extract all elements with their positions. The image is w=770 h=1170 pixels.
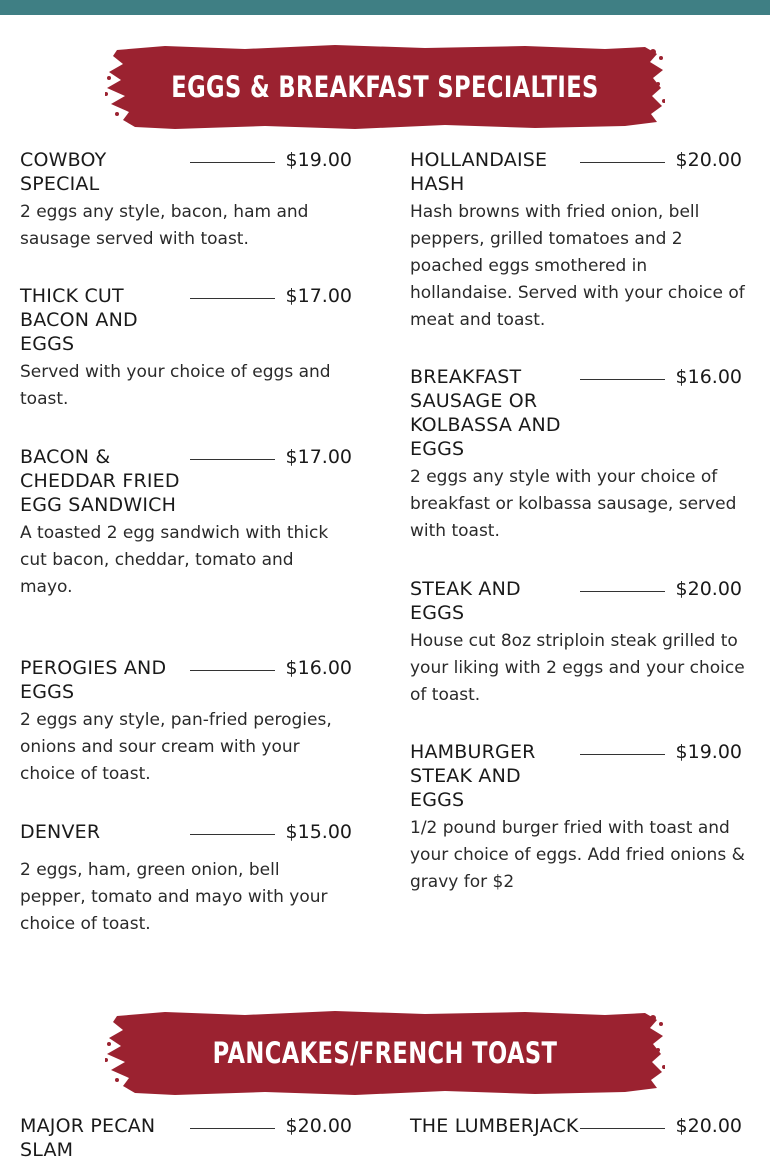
section-banner-pancakes <box>105 1010 665 1096</box>
item-price: $15.00 <box>285 821 352 843</box>
item-description: House cut 8oz striploin steak grilled to your liking with 2 eggs and your choice of toast. <box>410 631 745 705</box>
item-name: BACON & CHEDDAR FRIED EGG SANDWICH <box>20 446 180 516</box>
leader-line <box>190 459 275 460</box>
item-description: 2 eggs any style, pan-fried perogies, onions and sour cream with your choice of toast. <box>20 710 332 784</box>
item-description: 2 eggs, ham, green onion, bell pepper, tomato and mayo with your choice of toast. <box>20 860 328 934</box>
item-name: STEAK AND EGGS <box>410 578 521 624</box>
menu-item <box>410 148 745 334</box>
menu-item <box>20 656 350 788</box>
menu-item <box>410 577 745 709</box>
item-price: $20.00 <box>285 1115 352 1137</box>
item-name: PEROGIES AND EGGS <box>20 657 167 703</box>
section-banner-eggs <box>105 44 665 130</box>
item-price: $17.00 <box>285 285 352 307</box>
menu-item <box>410 1114 740 1138</box>
item-name: COWBOY SPECIAL <box>20 149 107 195</box>
leader-line <box>190 670 275 671</box>
menu-item <box>20 284 350 413</box>
leader-line <box>190 298 275 299</box>
leader-line <box>580 591 665 592</box>
item-price: $20.00 <box>675 149 742 171</box>
menu-item <box>20 148 350 253</box>
item-description: 2 eggs any style with your choice of breakfast or kolbassa sausage, served with toast. <box>410 467 737 541</box>
item-price: $19.00 <box>675 741 742 763</box>
leader-line <box>580 754 665 755</box>
section-title: PANCAKES/FRENCH TOAST <box>212 1036 558 1070</box>
menu-item <box>20 1114 350 1162</box>
item-price: $16.00 <box>285 657 352 679</box>
menu-item <box>20 445 350 601</box>
item-name: MAJOR PECAN SLAM <box>20 1115 156 1161</box>
item-name: HOLLANDAISE HASH <box>410 149 548 195</box>
top-accent-bar <box>0 0 770 15</box>
leader-line <box>580 379 665 380</box>
item-name: THICK CUT BACON AND EGGS <box>20 285 138 355</box>
leader-line <box>190 162 275 163</box>
item-price: $16.00 <box>675 366 742 388</box>
item-price: $19.00 <box>285 149 352 171</box>
item-name: THE LUMBERJACK <box>410 1115 579 1137</box>
item-name: DENVER <box>20 821 101 843</box>
item-description: Hash browns with fried onion, bell peppers, grilled tomatoes and 2 poached eggs smothered in hollandaise. Served with your choice of meat and toast. <box>410 202 745 330</box>
item-name: HAMBURGER STEAK AND EGGS <box>410 741 536 811</box>
item-price: $20.00 <box>675 1115 742 1137</box>
item-description: 2 eggs any style, bacon, ham and sausage served with toast. <box>20 202 309 249</box>
item-description: A toasted 2 egg sandwich with thick cut bacon, cheddar, tomato and mayo. <box>20 523 329 597</box>
item-description: 1/2 pound burger fried with toast and your choice of eggs. Add fried onions & gravy for $2 <box>410 818 745 892</box>
menu-item <box>410 365 740 545</box>
item-description: Served with your choice of eggs and toast. <box>20 362 331 409</box>
leader-line <box>580 162 665 163</box>
section-title: EGGS & BREAKFAST SPECIALTIES <box>171 70 599 104</box>
leader-line <box>190 834 275 835</box>
item-price: $20.00 <box>675 578 742 600</box>
item-name: BREAKFAST SAUSAGE OR KOLBASSA AND EGGS <box>410 366 561 460</box>
leader-line <box>190 1128 275 1129</box>
leader-line <box>580 1128 665 1129</box>
item-price: $17.00 <box>285 446 352 468</box>
menu-item <box>20 820 350 938</box>
menu-item <box>410 740 745 896</box>
